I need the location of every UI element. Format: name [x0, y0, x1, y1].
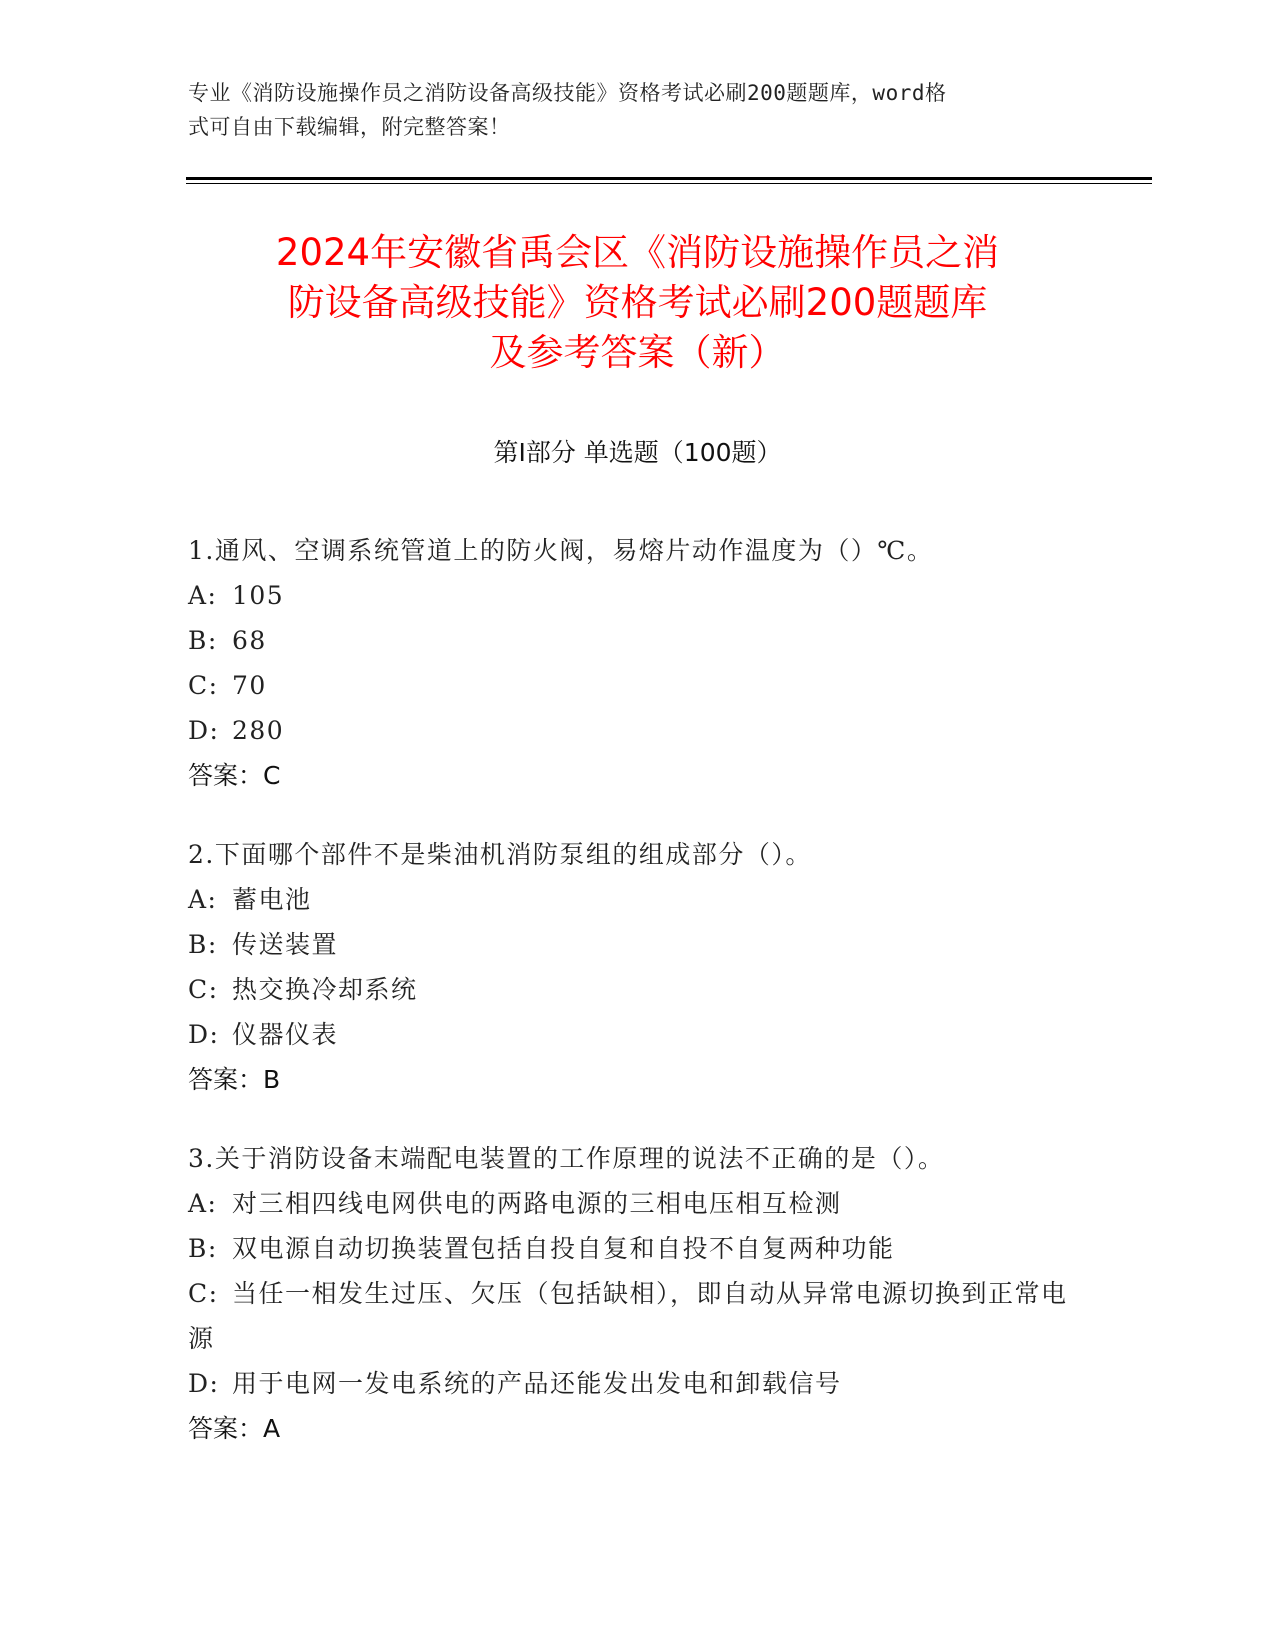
option-c [188, 1271, 1088, 1361]
answer: 答案：A [188, 1414, 281, 1443]
option-b [188, 922, 1088, 967]
option-text: 68 [232, 626, 267, 655]
option-text: 105 [232, 581, 285, 610]
option-a [188, 1181, 1088, 1226]
option-key: A: [188, 581, 218, 610]
option-text: 对三相四线电网供电的两路电源的三相电压相互检测 [232, 1189, 842, 1218]
option-b [188, 1226, 1088, 1271]
header-note-line-2: 式可自由下载编辑，附完整答案！ [188, 115, 511, 139]
document-title-line-2: 防设备高级技能》资格考试必刷200题题库 [287, 281, 988, 324]
option-key: A: [188, 885, 218, 914]
option-text: 当任一相发生过压、欠压（包括缺相），即自动从异常电源切换到正常电源 [188, 1279, 1068, 1353]
option-key: C: [188, 671, 219, 700]
option-key: D: [188, 1020, 220, 1049]
option-a [188, 877, 1088, 922]
option-c [188, 967, 1088, 1012]
option-key: C: [188, 975, 219, 1004]
question-2 [188, 832, 1088, 1102]
section-title: 第Ⅰ部分 单选题（100题） [493, 438, 782, 467]
option-text: 传送装置 [232, 930, 339, 959]
header-divider-thin [186, 183, 1152, 184]
option-a [188, 573, 1088, 618]
question-list [188, 528, 1088, 1485]
question-stem: 3.关于消防设备末端配电装置的工作原理的说法不正确的是（）。 [188, 1144, 945, 1173]
answer: 答案：C [188, 761, 281, 790]
option-key: D: [188, 716, 220, 745]
question-1 [188, 528, 1088, 798]
option-key: B: [188, 930, 218, 959]
option-b [188, 618, 1088, 663]
document-title-line-1: 2024年安徽省禹会区《消防设施操作员之消 [275, 231, 1000, 274]
document-title [150, 228, 1125, 378]
option-text: 仪器仪表 [232, 1020, 339, 1049]
question-stem: 1.通风、空调系统管道上的防火阀，易熔片动作温度为（）℃。 [188, 536, 934, 565]
header-note [188, 76, 1068, 144]
option-key: B: [188, 1234, 218, 1263]
option-key: D: [188, 1369, 220, 1398]
option-text: 用于电网一发电系统的产品还能发出发电和卸载信号 [232, 1369, 842, 1398]
option-text: 双电源自动切换装置包括自投自复和自投不自复两种功能 [232, 1234, 895, 1263]
option-d [188, 708, 1088, 753]
option-text: 热交换冷却系统 [232, 975, 418, 1004]
option-c [188, 663, 1088, 708]
option-key: A: [188, 1189, 218, 1218]
document-title-line-3: 及参考答案（新） [489, 331, 786, 374]
header-note-line-1: 专业《消防设施操作员之消防设备高级技能》资格考试必刷200题题库，word格 [188, 81, 947, 105]
header-divider-thick [186, 177, 1152, 180]
answer: 答案：B [188, 1065, 281, 1094]
option-key: C: [188, 1279, 219, 1308]
question-stem: 2.下面哪个部件不是柴油机消防泵组的组成部分（）。 [188, 840, 812, 869]
option-d [188, 1012, 1088, 1057]
option-d [188, 1361, 1088, 1406]
option-text: 280 [232, 716, 285, 745]
question-3 [188, 1136, 1088, 1451]
option-text: 蓄电池 [232, 885, 312, 914]
option-text: 70 [232, 671, 267, 700]
option-key: B: [188, 626, 218, 655]
